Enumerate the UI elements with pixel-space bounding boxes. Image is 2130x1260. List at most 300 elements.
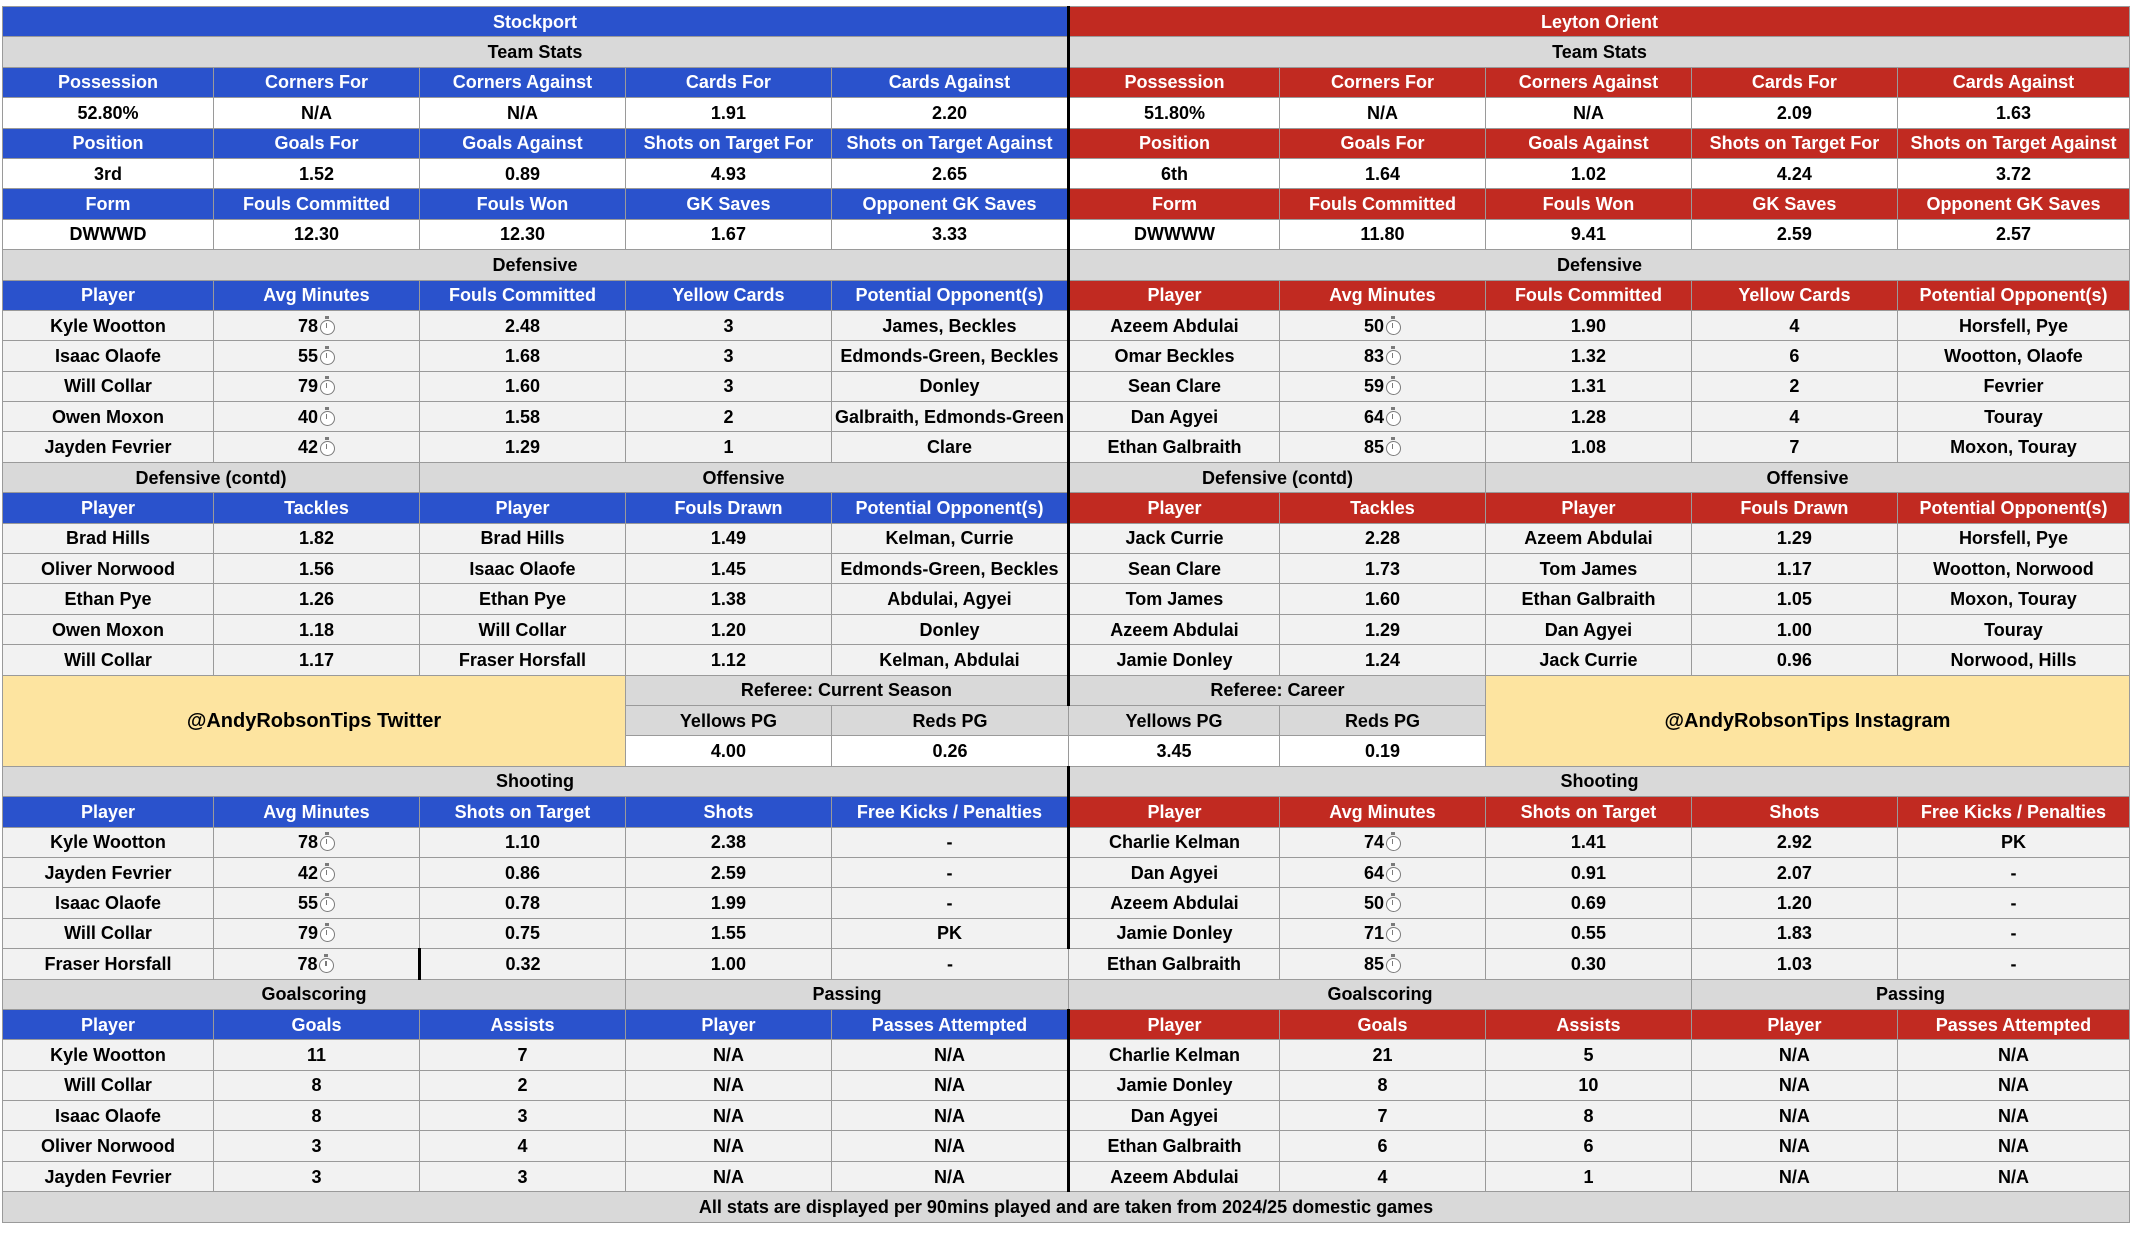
player-name	[1068, 310, 1279, 340]
fk-pen-value	[1897, 888, 2129, 918]
col-header-shots	[1691, 797, 1897, 827]
assists-value	[419, 1161, 625, 1191]
yellow-cards-text: 3	[723, 315, 734, 336]
assists-value	[1485, 1131, 1691, 1161]
col-header-cards-against-text: Cards Against	[1952, 72, 2075, 93]
fouls-drawn	[625, 554, 831, 584]
possession-value-text: 51.80%	[1143, 102, 1205, 123]
player-name-text: Azeem Abdulai	[1110, 315, 1239, 336]
position-value-text: 3rd	[93, 163, 122, 184]
fouls-committed-text: 1.32	[1570, 345, 1606, 366]
instagram-promo-text: @AndyRobsonTips Instagram	[1664, 709, 1951, 732]
col-header-tackles-text: Tackles	[284, 497, 349, 518]
sheet-row	[3, 462, 2130, 492]
sheet-row	[3, 1070, 2130, 1100]
tackles-value-text: 1.56	[298, 558, 334, 579]
col-header-goals-for	[213, 128, 419, 158]
passes-attempted-text: N/A	[1997, 1105, 2029, 1126]
position-value	[3, 158, 214, 188]
player-name-text: Will Collar	[64, 1075, 152, 1096]
potential-opponents-text: Edmonds-Green, Beckles	[840, 345, 1059, 366]
assists-value	[419, 1040, 625, 1070]
col-header-avg-minutes-text: Avg Minutes	[1329, 285, 1436, 306]
stopwatch-icon	[1386, 867, 1401, 882]
tackles-value-text: 1.24	[1364, 649, 1400, 670]
fouls-won-value-text: 12.30	[499, 224, 545, 245]
fouls-committed-value-text: 11.80	[1360, 224, 1405, 245]
section-team-stats-text: Team Stats	[1552, 42, 1647, 63]
col-header-sot-for	[1691, 128, 1897, 158]
ref-current-yellows	[625, 736, 831, 766]
fouls-drawn-text: 1.29	[1776, 528, 1812, 549]
sheet-row	[3, 128, 2130, 158]
col-header-form-text: Form	[1151, 194, 1197, 215]
col-header-goals-for	[1279, 128, 1485, 158]
player-name	[3, 918, 214, 948]
col-header-player	[1068, 280, 1279, 310]
player-name-text: Jack Currie	[1539, 649, 1638, 670]
shots-on-target-text: 0.30	[1570, 953, 1606, 974]
footer-note-text: All stats are displayed per 90mins played and are taken from 2024/25 domestic games	[698, 1196, 1434, 1217]
sheet-row	[3, 675, 2130, 705]
player-name	[1068, 432, 1279, 462]
assists-value-text: 6	[1583, 1136, 1594, 1157]
corners-for-value-text: N/A	[1366, 102, 1398, 123]
shots-value	[1691, 827, 1897, 857]
col-header-opp-gk-saves	[1897, 189, 2129, 219]
avg-minutes-text: 79	[297, 376, 318, 397]
opp-gk-saves-value-text: 2.57	[1995, 224, 2031, 245]
potential-opponents-text: Edmonds-Green, Beckles	[840, 558, 1059, 579]
passing-player	[625, 1131, 831, 1161]
player-name-text: Ethan Galbraith	[1521, 589, 1656, 610]
player-name	[1068, 523, 1279, 553]
player-name	[1068, 827, 1279, 857]
section-shooting	[1068, 766, 2129, 796]
player-name-text: Will Collar	[64, 923, 152, 944]
tackles-value	[1279, 554, 1485, 584]
stopwatch-icon	[1386, 897, 1401, 912]
fouls-committed	[1485, 371, 1691, 401]
fk-pen-value	[831, 918, 1068, 948]
player-name	[419, 614, 625, 644]
stopwatch-icon	[1386, 411, 1401, 426]
potential-opponents-text: Horsfell, Pye	[1958, 315, 2068, 336]
yellow-cards-text: 2	[1789, 376, 1800, 397]
stats-sheet	[2, 6, 2130, 1223]
player-name	[3, 614, 214, 644]
tackles-value-text: 2.28	[1364, 528, 1400, 549]
col-header-yellow-cards-text: Yellow Cards	[1738, 285, 1851, 306]
col-header-position	[3, 128, 214, 158]
col-header-form-text: Form	[85, 194, 131, 215]
col-header-corners-against	[1485, 67, 1691, 97]
assists-value-text: 8	[1583, 1105, 1594, 1126]
section-goalscoring	[3, 979, 626, 1009]
fouls-committed	[419, 341, 625, 371]
col-header-potential-opponents	[1897, 280, 2129, 310]
col-header-gk-saves	[625, 189, 831, 219]
player-name-text: Kyle Wootton	[50, 315, 166, 336]
stopwatch-icon	[1386, 441, 1401, 456]
shots-value	[1691, 857, 1897, 887]
col-header-goals-text: Goals	[291, 1014, 342, 1035]
sheet-row	[3, 979, 2130, 1009]
player-name-text: Isaac Olaofe	[54, 893, 162, 914]
player-name-text: Brad Hills	[480, 528, 565, 549]
ref-col-reds-pg	[1279, 705, 1485, 735]
ref-current-reds	[831, 736, 1068, 766]
shots-on-target	[419, 827, 625, 857]
potential-opponents	[831, 341, 1068, 371]
potential-opponents-text: Fevrier	[1983, 376, 2044, 397]
instagram-promo[interactable]	[1485, 675, 2129, 766]
yellow-cards-text: 4	[1789, 315, 1800, 336]
col-header-possession-text: Possession	[1124, 72, 1225, 93]
avg-minutes-text: 85	[1363, 953, 1384, 974]
assists-value	[419, 1101, 625, 1131]
col-header-fouls-committed	[1279, 189, 1485, 219]
cards-against-value	[831, 98, 1068, 128]
shots-value-text: 1.03	[1776, 953, 1812, 974]
avg-minutes-text: 64	[1363, 406, 1384, 427]
col-header-position-text: Position	[1138, 133, 1210, 154]
fouls-won-value-text: 9.41	[1570, 224, 1606, 245]
fk-pen-value	[831, 949, 1068, 979]
potential-opponents	[831, 523, 1068, 553]
shots-value-text: 1.00	[710, 953, 746, 974]
col-header-shots-on-target	[1485, 797, 1691, 827]
col-header-possession-text: Possession	[57, 72, 159, 93]
avg-minutes-text: 55	[297, 893, 318, 914]
col-header-goals-against	[419, 128, 625, 158]
player-name-text: Oliver Norwood	[40, 558, 175, 579]
potential-opponents-text: Galbraith, Edmonds-Green	[834, 406, 1064, 427]
player-name-text: Will Collar	[64, 649, 152, 670]
section-passing	[1691, 979, 2129, 1009]
ref-col-yellows-pg	[1068, 705, 1279, 735]
player-name-text: Sean Clare	[1127, 558, 1221, 579]
player-name-text: Sean Clare	[1127, 376, 1221, 397]
sheet-row	[3, 766, 2130, 796]
potential-opponents	[1897, 614, 2129, 644]
passing-player	[1691, 1131, 1897, 1161]
potential-opponents	[831, 402, 1068, 432]
fouls-committed-text: 1.68	[504, 345, 540, 366]
col-header-player-text: Player	[80, 1014, 136, 1035]
passes-attempted	[1897, 1161, 2129, 1191]
avg-minutes-text: 50	[1363, 893, 1384, 914]
col-header-fouls-committed-text: Fouls Committed	[242, 194, 390, 215]
assists-value-text: 10	[1578, 1075, 1599, 1096]
col-header-player-text: Player	[495, 497, 550, 518]
form-value-text: DWWWD	[69, 224, 147, 245]
shots-value-text: 2.07	[1776, 862, 1812, 883]
goals-value-text: 8	[1377, 1075, 1388, 1096]
avg-minutes	[213, 857, 419, 887]
goals-value	[213, 1101, 419, 1131]
col-header-shots-on-target-text: Shots on Target	[454, 801, 591, 822]
potential-opponents-text: Touray	[1984, 406, 2043, 427]
goals-for-value	[213, 158, 419, 188]
section-defensive-contd	[3, 462, 420, 492]
cards-against-value-text: 2.20	[931, 102, 967, 123]
referee-current-title-text: Referee: Current Season	[740, 680, 952, 701]
opp-gk-saves-value-text: 3.33	[931, 224, 967, 245]
potential-opponents	[831, 310, 1068, 340]
sheet-row	[3, 189, 2130, 219]
player-name	[3, 310, 214, 340]
form-value	[3, 219, 214, 249]
player-name-text: Ethan Pye	[478, 589, 566, 610]
potential-opponents	[1897, 371, 2129, 401]
player-name-text: Tom James	[1539, 558, 1638, 579]
player-name	[1068, 614, 1279, 644]
fouls-committed	[1485, 432, 1691, 462]
col-header-player	[3, 280, 214, 310]
fouls-drawn	[625, 645, 831, 675]
assists-value	[1485, 1070, 1691, 1100]
col-header-fouls-committed-text: Fouls Committed	[448, 285, 596, 306]
corners-for-value	[1279, 98, 1485, 128]
sot-for-value-text: 4.93	[710, 163, 746, 184]
col-header-corners-against-text: Corners Against	[1518, 72, 1659, 93]
col-header-player	[1485, 493, 1691, 523]
potential-opponents-text: Touray	[1984, 619, 2043, 640]
fouls-drawn	[625, 523, 831, 553]
potential-opponents	[1897, 554, 2129, 584]
corners-against-value-text: N/A	[506, 102, 538, 123]
player-name	[419, 584, 625, 614]
col-header-assists	[1485, 1009, 1691, 1039]
player-name-text: Azeem Abdulai	[1110, 1166, 1239, 1187]
col-header-avg-minutes	[1279, 280, 1485, 310]
col-header-passes-attempted-text: Passes Attempted	[1935, 1014, 2092, 1035]
col-header-shots-text: Shots	[1769, 801, 1820, 822]
goals-value-text: 6	[1377, 1136, 1388, 1157]
shots-value	[1691, 918, 1897, 948]
tackles-value	[213, 584, 419, 614]
tackles-value-text: 1.17	[298, 649, 334, 670]
col-header-fouls-won-text: Fouls Won	[1542, 194, 1635, 215]
col-header-goals-against-text: Goals Against	[1528, 133, 1649, 154]
goals-for-value-text: 1.52	[298, 163, 334, 184]
shots-value	[625, 857, 831, 887]
passes-attempted-text: N/A	[1997, 1075, 2029, 1096]
sheet-row	[3, 37, 2130, 67]
shots-on-target-text: 1.41	[1570, 832, 1606, 853]
fouls-won-value	[419, 219, 625, 249]
ref-career-yellows	[1068, 736, 1279, 766]
section-offensive	[1485, 462, 2129, 492]
section-defensive-contd	[1068, 462, 1485, 492]
col-header-passes-attempted	[831, 1009, 1068, 1039]
sheet-row	[3, 493, 2130, 523]
passes-attempted-text: N/A	[933, 1105, 965, 1126]
shots-value-text: 1.99	[710, 893, 746, 914]
possession-value	[3, 98, 214, 128]
section-shooting-text: Shooting	[496, 771, 574, 792]
col-header-assists-text: Assists	[490, 1014, 555, 1035]
referee-career-title	[1068, 675, 1485, 705]
passing-player	[625, 1161, 831, 1191]
col-header-player	[1068, 797, 1279, 827]
cards-against-value-text: 1.63	[1995, 102, 2031, 123]
section-shooting	[3, 766, 1069, 796]
col-header-corners-against	[419, 67, 625, 97]
stopwatch-icon	[1386, 927, 1401, 942]
passing-player-text: N/A	[1778, 1166, 1810, 1187]
col-header-cards-for	[1691, 67, 1897, 97]
avg-minutes-text: 40	[297, 406, 318, 427]
stopwatch-icon	[320, 411, 335, 426]
fouls-committed-value	[1279, 219, 1485, 249]
passing-player-text: N/A	[712, 1105, 744, 1126]
form-value	[1068, 219, 1279, 249]
shots-on-target-text: 0.55	[1570, 923, 1606, 944]
shots-value-text: 1.55	[710, 923, 746, 944]
potential-opponents	[1897, 645, 2129, 675]
avg-minutes-text: 64	[1363, 862, 1384, 883]
col-header-fouls-committed	[1485, 280, 1691, 310]
col-header-potential-opponents-text: Potential Opponent(s)	[855, 285, 1044, 306]
col-header-avg-minutes-text: Avg Minutes	[263, 801, 370, 822]
fk-pen-value-text: -	[2010, 923, 2017, 944]
shots-on-target	[419, 888, 625, 918]
avg-minutes-text: 78	[297, 953, 318, 974]
potential-opponents-text: Kelman, Abdulai	[879, 649, 1020, 670]
ref-current-reds-text: 0.26	[932, 741, 968, 762]
col-header-tackles-text: Tackles	[1350, 497, 1415, 518]
away-team-title	[1068, 7, 2129, 37]
yellow-cards	[1691, 341, 1897, 371]
player-name	[1068, 402, 1279, 432]
tackles-value	[1279, 523, 1485, 553]
player-name-text: Isaac Olaofe	[54, 345, 162, 366]
sheet-row	[3, 280, 2130, 310]
footer-note	[3, 1192, 2130, 1222]
assists-value-text: 1	[1583, 1166, 1594, 1187]
stopwatch-icon	[320, 441, 335, 456]
col-header-player-text: Player	[1147, 801, 1202, 822]
player-name	[3, 402, 214, 432]
stopwatch-icon	[320, 836, 335, 851]
player-name-text: Dan Agyei	[1130, 406, 1219, 427]
col-header-gk-saves-text: GK Saves	[686, 194, 771, 215]
col-header-form	[3, 189, 214, 219]
sheet-row	[3, 1040, 2130, 1070]
passing-player	[625, 1070, 831, 1100]
col-header-player-text: Player	[1147, 1014, 1202, 1035]
player-name-text: Fraser Horsfall	[44, 953, 172, 974]
shots-value-text: 1.83	[1776, 923, 1812, 944]
col-header-potential-opponents-text: Potential Opponent(s)	[1919, 497, 2108, 518]
col-header-potential-opponents	[1897, 493, 2129, 523]
avg-minutes	[213, 918, 419, 948]
passes-attempted-text: N/A	[1997, 1136, 2029, 1157]
fouls-committed	[419, 402, 625, 432]
passes-attempted-text: N/A	[1997, 1166, 2029, 1187]
sheet-row	[3, 219, 2130, 249]
player-name	[1068, 1161, 1279, 1191]
fouls-committed-text: 1.28	[1570, 406, 1606, 427]
section-team-stats	[1068, 37, 2129, 67]
col-header-goals-text: Goals	[1357, 1014, 1408, 1035]
goals-value	[213, 1131, 419, 1161]
potential-opponents-text: Donley	[919, 376, 980, 397]
fouls-committed-text: 1.90	[1570, 315, 1606, 336]
shots-on-target-text: 0.78	[504, 893, 540, 914]
fouls-drawn-text: 1.12	[710, 649, 746, 670]
player-name	[1068, 888, 1279, 918]
yellow-cards-text: 4	[1789, 406, 1800, 427]
assists-value-text: 7	[517, 1044, 528, 1065]
player-name	[419, 645, 625, 675]
sot-for-value-text: 4.24	[1776, 163, 1812, 184]
goals-value-text: 11	[306, 1044, 326, 1065]
passing-player-text: N/A	[712, 1136, 744, 1157]
opp-gk-saves-value	[831, 219, 1068, 249]
yellow-cards-text: 2	[723, 406, 734, 427]
player-name-text: Isaac Olaofe	[469, 558, 576, 579]
tackles-value	[213, 645, 419, 675]
fk-pen-value	[1897, 827, 2129, 857]
player-name	[1068, 1070, 1279, 1100]
goals-against-value-text: 1.02	[1570, 163, 1606, 184]
passing-player-text: N/A	[712, 1044, 744, 1065]
fouls-committed-text: 1.31	[1570, 376, 1606, 397]
stopwatch-icon	[1386, 836, 1401, 851]
fk-pen-value-text: -	[2010, 893, 2017, 914]
section-defensive	[3, 250, 1069, 280]
home-team-title-text: Stockport	[492, 11, 577, 32]
player-name-text: Azeem Abdulai	[1110, 893, 1239, 914]
player-name	[1068, 857, 1279, 887]
potential-opponents	[1897, 341, 2129, 371]
avg-minutes-text: 59	[1363, 376, 1384, 397]
sot-against-value-text: 3.72	[1995, 163, 2031, 184]
fouls-committed-text: 1.29	[504, 437, 540, 458]
cards-for-value	[1691, 98, 1897, 128]
sheet-row	[3, 250, 2130, 280]
player-name	[1485, 645, 1691, 675]
twitter-promo[interactable]	[3, 675, 626, 766]
potential-opponents	[831, 614, 1068, 644]
avg-minutes-text: 78	[297, 832, 318, 853]
fk-pen-value-text: -	[2010, 862, 2017, 883]
col-header-cards-against	[1897, 67, 2129, 97]
col-header-potential-opponents-text: Potential Opponent(s)	[855, 497, 1044, 518]
ref-col-reds-pg-text: Reds PG	[912, 710, 988, 731]
avg-minutes	[213, 432, 419, 462]
yellow-cards	[1691, 371, 1897, 401]
fouls-drawn-text: 0.96	[1776, 649, 1812, 670]
passing-player	[625, 1101, 831, 1131]
assists-value-text: 3	[517, 1166, 528, 1187]
fouls-drawn-text: 1.17	[1776, 558, 1812, 579]
potential-opponents	[831, 554, 1068, 584]
fouls-drawn-text: 1.49	[710, 528, 746, 549]
col-header-goals	[1279, 1009, 1485, 1039]
potential-opponents	[1897, 310, 2129, 340]
col-header-player-text: Player	[1147, 285, 1202, 306]
goals-value	[1279, 1161, 1485, 1191]
player-name-text: Ethan Galbraith	[1106, 953, 1241, 974]
col-header-fouls-drawn-text: Fouls Drawn	[674, 497, 783, 518]
col-header-corners-for	[1279, 67, 1485, 97]
shots-value-text: 2.38	[710, 832, 746, 853]
yellow-cards	[625, 341, 831, 371]
